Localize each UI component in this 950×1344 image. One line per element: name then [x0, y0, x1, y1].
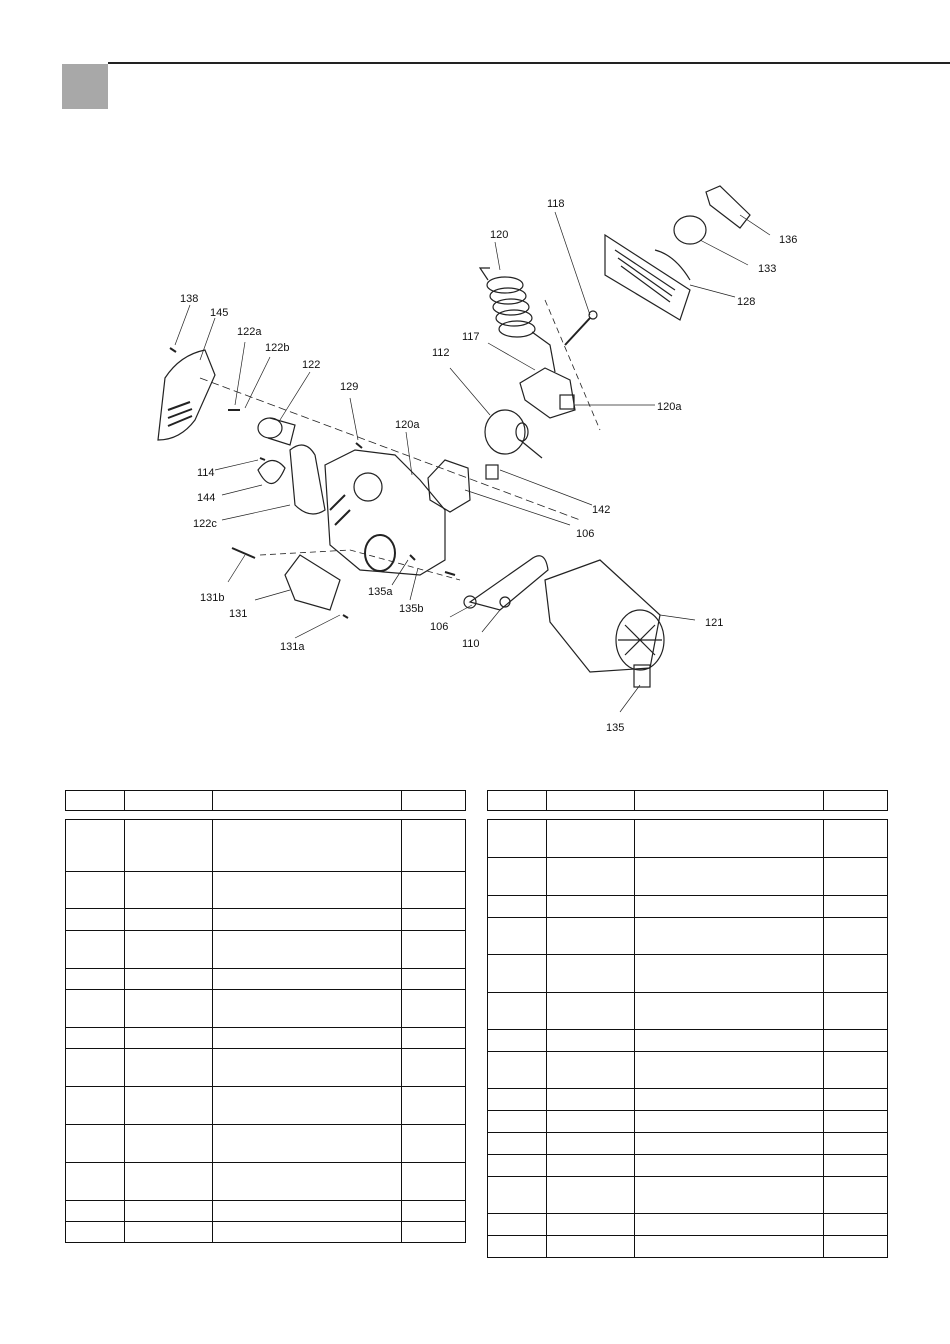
table-cell: [824, 955, 888, 993]
table-cell: [488, 1030, 547, 1052]
table-cell: [212, 1222, 402, 1243]
table-row: [488, 1214, 888, 1236]
table-cell: [488, 896, 547, 918]
table-row: [66, 931, 466, 969]
table-cell: [402, 1201, 466, 1222]
table-cell: [634, 1177, 824, 1214]
table-cell: [212, 909, 402, 931]
gasket-part: [485, 410, 525, 454]
table-cell: [66, 1163, 125, 1201]
table-cell: [66, 1201, 125, 1222]
table-cell: [546, 1177, 634, 1214]
table-cell: [488, 955, 547, 993]
callout-label: 135b: [399, 603, 424, 615]
table-row: [488, 1052, 888, 1089]
table-cell: [546, 1030, 634, 1052]
table-cell: [212, 1087, 402, 1125]
table-row: [488, 993, 888, 1030]
table-cell: [402, 1049, 466, 1087]
cover-part: [158, 350, 215, 440]
table-cell: [66, 909, 125, 931]
parts-table-left: [65, 790, 466, 1243]
table-cell: [124, 909, 212, 931]
table-cell: [824, 1030, 888, 1052]
table-row: [66, 872, 466, 909]
table-cell: [634, 1236, 824, 1258]
table-cell: [546, 1236, 634, 1258]
table-row: [66, 1222, 466, 1243]
table-row: [488, 1155, 888, 1177]
table-header-row: [66, 791, 466, 811]
table-row: [66, 1049, 466, 1087]
table-cell: [212, 1163, 402, 1201]
table-header-cell: [66, 791, 125, 811]
table-cell: [402, 909, 466, 931]
table-header-row: [488, 791, 888, 811]
table-cell: [212, 1125, 402, 1163]
callout-label: 114: [197, 467, 215, 479]
callout-label: 145: [210, 307, 229, 319]
table-cell: [824, 993, 888, 1030]
table-cell: [634, 1214, 824, 1236]
callout-label: 131: [229, 608, 248, 620]
callout-label: 122a: [237, 326, 262, 338]
table-cell: [402, 1222, 466, 1243]
table-cell: [546, 858, 634, 896]
table-cell: [212, 969, 402, 990]
callout-label: 135a: [368, 586, 393, 598]
table-cell: [824, 1052, 888, 1089]
table-cell: [66, 820, 125, 872]
callout-label: 122b: [265, 342, 290, 354]
motor-part: [545, 560, 660, 672]
table-cell: [124, 969, 212, 990]
table-cell: [124, 1049, 212, 1087]
table-cell: [402, 872, 466, 909]
callout-label: 131a: [280, 641, 305, 653]
callout-label: 120a: [657, 401, 682, 413]
table-cell: [634, 896, 824, 918]
table-cell: [488, 1214, 547, 1236]
table-row: [488, 955, 888, 993]
table-cell: [546, 1111, 634, 1133]
table-row: [488, 896, 888, 918]
table-row: [488, 1030, 888, 1052]
table-cell: [212, 820, 402, 872]
table-cell: [124, 1087, 212, 1125]
board-part: [285, 555, 340, 610]
table-cell: [212, 931, 402, 969]
section-marker: [62, 64, 108, 109]
table-cell: [488, 1155, 547, 1177]
table-cell: [124, 1201, 212, 1222]
table-cell: [66, 1087, 125, 1125]
table-cell: [402, 1125, 466, 1163]
table-cell: [488, 1133, 547, 1155]
table-cell: [402, 820, 466, 872]
table-row: [488, 858, 888, 896]
table-row: [66, 1163, 466, 1201]
table-cell: [124, 1125, 212, 1163]
table-cell: [402, 1087, 466, 1125]
table-cell: [488, 820, 547, 858]
table-cell: [634, 858, 824, 896]
callout-label: 106: [576, 528, 595, 540]
belt-part: [290, 445, 325, 514]
table-header-cell: [488, 791, 547, 811]
table-row: [66, 820, 466, 872]
table-cell: [634, 1052, 824, 1089]
table-cell: [546, 918, 634, 955]
table-cell: [488, 1111, 547, 1133]
table-cell: [212, 1201, 402, 1222]
table-row: [488, 1089, 888, 1111]
table-cell: [546, 1052, 634, 1089]
table-cell: [488, 993, 547, 1030]
table-cell: [66, 1028, 125, 1049]
table-cell: [488, 918, 547, 955]
table-cell: [824, 1089, 888, 1111]
table-cell: [546, 820, 634, 858]
callout-label: 135: [606, 722, 625, 734]
table-cell: [634, 918, 824, 955]
table-cell: [546, 1089, 634, 1111]
table-cell: [546, 1133, 634, 1155]
table-cell: [634, 1030, 824, 1052]
table-row: [488, 1133, 888, 1155]
table-cell: [124, 872, 212, 909]
table-cell: [402, 1028, 466, 1049]
callout-label: 122c: [193, 518, 217, 530]
table-cell: [634, 993, 824, 1030]
callout-label: 106: [430, 621, 449, 633]
bolt-part: [565, 318, 590, 345]
table-header-cell: [546, 791, 634, 811]
exploded-parts-diagram: [0, 170, 950, 750]
table-cell: [824, 1177, 888, 1214]
table-cell: [212, 872, 402, 909]
table-cell: [824, 1214, 888, 1236]
callout-label: 144: [197, 492, 216, 504]
table-cell: [402, 990, 466, 1028]
callout-label: 120: [490, 229, 509, 241]
table-cell: [124, 820, 212, 872]
callout-label: 131b: [200, 592, 225, 604]
table-row: [66, 1028, 466, 1049]
table-row: [66, 909, 466, 931]
diagram-svg: [0, 170, 950, 750]
table-cell: [402, 969, 466, 990]
table-cell: [546, 1155, 634, 1177]
table-cell: [66, 872, 125, 909]
table-row: [66, 990, 466, 1028]
table-cell: [634, 1133, 824, 1155]
table-cell: [66, 990, 125, 1028]
table-row: [488, 918, 888, 955]
callout-label: 133: [758, 263, 777, 275]
table-cell: [634, 1089, 824, 1111]
table-row: [488, 1177, 888, 1214]
table-cell: [402, 1163, 466, 1201]
table-cell: [824, 1133, 888, 1155]
bracket-part: [520, 368, 575, 418]
table-row: [66, 1201, 466, 1222]
table-cell: [824, 918, 888, 955]
table-cell: [546, 993, 634, 1030]
header-rule: [108, 62, 950, 64]
shroud-part: [428, 460, 470, 512]
callout-label: 142: [592, 504, 611, 516]
callout-label: 110: [462, 638, 480, 650]
table-cell: [488, 1177, 547, 1214]
table-cell: [124, 931, 212, 969]
table-header-cell: [824, 791, 888, 811]
table-cell: [124, 990, 212, 1028]
table-cell: [634, 820, 824, 858]
table-row: [66, 1087, 466, 1125]
main-housing-part: [325, 450, 445, 575]
table-cell: [634, 1155, 824, 1177]
callout-label: 117: [462, 331, 480, 343]
filter-housing-part: [605, 235, 690, 320]
callout-label: 129: [340, 381, 359, 393]
table-cell: [824, 1111, 888, 1133]
table-cell: [488, 1052, 547, 1089]
table-cell: [824, 858, 888, 896]
table-cell: [488, 1236, 547, 1258]
table-row: [66, 969, 466, 990]
table-cell: [488, 858, 547, 896]
callout-label: 136: [779, 234, 798, 246]
callout-label: 122: [302, 359, 321, 371]
table-row: [488, 1236, 888, 1258]
table-row: [488, 820, 888, 858]
callout-label: 128: [737, 296, 756, 308]
table-cell: [488, 1089, 547, 1111]
table-cell: [66, 1125, 125, 1163]
table-cell: [634, 955, 824, 993]
parts-table-right: [487, 790, 888, 1258]
table-header-cell: [124, 791, 212, 811]
ring-part: [470, 556, 548, 610]
callout-label: 120a: [395, 419, 420, 431]
table-cell: [212, 1028, 402, 1049]
table-cell: [124, 1028, 212, 1049]
table-cell: [212, 1049, 402, 1087]
clip-part: [706, 186, 750, 228]
table-cell: [546, 955, 634, 993]
table-cell: [546, 896, 634, 918]
table-cell: [634, 1111, 824, 1133]
table-cell: [824, 896, 888, 918]
table-cell: [402, 931, 466, 969]
table-cell: [66, 931, 125, 969]
table-row: [488, 1111, 888, 1133]
table-cell: [66, 969, 125, 990]
table-cell: [124, 1163, 212, 1201]
table-cell: [212, 990, 402, 1028]
table-header-cell: [402, 791, 466, 811]
table-row: [66, 1125, 466, 1163]
table-cell: [66, 1222, 125, 1243]
table-cell: [824, 1236, 888, 1258]
coil-part: [480, 268, 555, 372]
table-header-cell: [212, 791, 402, 811]
table-cell: [824, 1155, 888, 1177]
filter-part: [674, 216, 706, 244]
table-cell: [546, 1214, 634, 1236]
table-cell: [824, 820, 888, 858]
callout-label: 112: [432, 347, 450, 359]
callout-label: 121: [705, 617, 724, 629]
table-header-cell: [634, 791, 824, 811]
table-cell: [124, 1222, 212, 1243]
table-cell: [66, 1049, 125, 1087]
callout-label: 138: [180, 293, 199, 305]
callout-label: 118: [547, 198, 565, 210]
